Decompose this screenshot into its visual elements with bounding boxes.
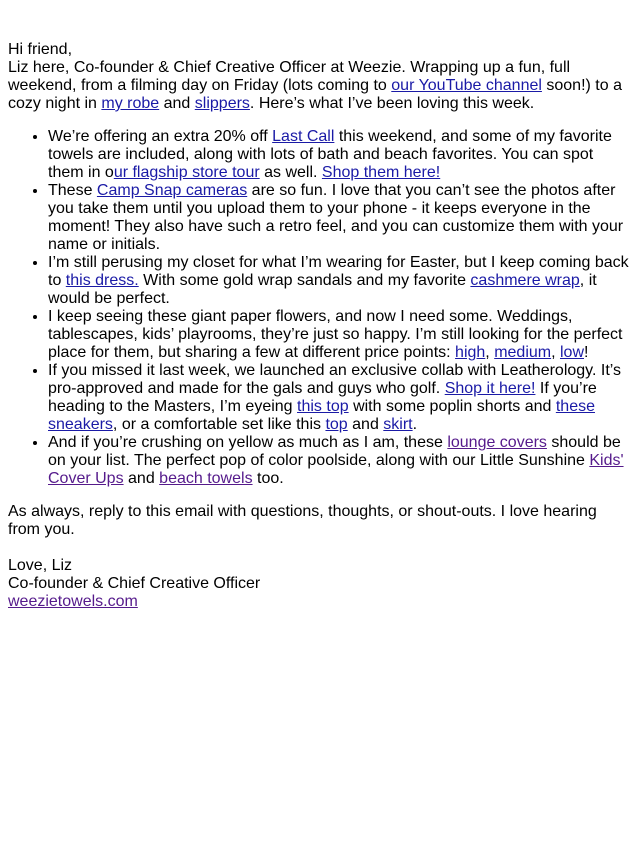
intro-text: soon!) to a cozy night in (8, 77, 622, 112)
low-link[interactable]: low (559, 344, 584, 361)
intro-text: and (159, 95, 195, 112)
item-text: and (123, 470, 160, 487)
signature-website (8, 593, 632, 611)
intro-text: . Here’s what I’ve been loving this week. (249, 95, 535, 112)
item-text: too. (252, 470, 284, 487)
intro-paragraph (8, 59, 632, 113)
item-text: . (412, 416, 418, 433)
youtube-channel-link[interactable]: our YouTube channel (391, 77, 542, 94)
closing-paragraph: As always, reply to this email with questions, thoughts, or shout-outs. I love hearing from you. (8, 503, 597, 538)
list-item-leatherology (48, 362, 632, 434)
top-link[interactable]: top (325, 416, 348, 433)
item-text: this weekend, and some of my favorite towels are included, along with lots of bath and beach favorites. You can spot them in o (48, 128, 612, 181)
website-link[interactable]: weezietowels.com (8, 593, 138, 610)
item-text: as well. (259, 164, 322, 181)
sneakers-link[interactable]: these sneakers (48, 398, 595, 433)
slippers-link[interactable]: slippers (194, 95, 250, 112)
store-tour-link[interactable]: ur flagship store tour (113, 164, 260, 181)
item-text: , it would be perfect. (48, 272, 597, 307)
item-text: , (485, 344, 495, 361)
item-text: , (551, 344, 560, 361)
cashmere-wrap-link[interactable]: cashmere wrap (470, 272, 580, 289)
list-item-paper-flowers (48, 308, 632, 362)
item-text: If you’re heading to the Masters, I’m eyeing (48, 380, 597, 415)
item-text: If you missed it last week, we launched an exclusive collab with Leatherology. It’s pro-approved and made for the gals and guys who golf. (48, 362, 622, 397)
this-top-link[interactable]: this top (297, 398, 349, 415)
shop-it-link[interactable]: Shop it here! (444, 380, 536, 397)
item-text: I’m still perusing my closet for what I’m wearing for Easter, but I keep coming back to (48, 254, 629, 289)
highlights-list (8, 128, 632, 488)
medium-link[interactable]: medium (494, 344, 552, 361)
item-text: With some gold wrap sandals and my favorite (138, 272, 471, 289)
signoff: Love, Liz (8, 557, 73, 574)
intro-text: Liz here, Co-founder & Chief Creative Officer at Weezie. Wrapping up a fun, full weekend, from a filming day on Friday (lots coming to (8, 59, 571, 94)
beach-towels-link[interactable]: beach towels (159, 470, 253, 487)
list-item-camp-snap (48, 182, 632, 254)
item-text: I keep seeing these giant paper flowers, and now I need some. Weddings, tablescapes, kids’ playrooms, they’re just so happy. I’m still looking for the perfect place for them, but sharing a few at different price points: (48, 308, 623, 361)
camp-snap-link[interactable]: Camp Snap cameras (96, 182, 248, 199)
item-text: These (48, 182, 97, 199)
skirt-link[interactable]: skirt (383, 416, 413, 433)
last-call-link[interactable]: Last Call (272, 128, 335, 145)
item-text: are so fun. I love that you can’t see the photos after you take them until you upload them to your phone - it keeps everyone in the moment! They also have such a retro feel, and you can customize them with your name or initials. (48, 182, 624, 253)
item-text: ! (584, 344, 589, 361)
item-text: and (347, 416, 384, 433)
greeting: Hi friend, (8, 41, 73, 58)
kids-cover-ups-link[interactable]: Kids' Cover Ups (48, 452, 624, 487)
dress-link[interactable]: this dress. (65, 272, 139, 289)
list-item-easter (48, 254, 632, 308)
high-link[interactable]: high (455, 344, 486, 361)
item-text: And if you’re crushing on yellow as much as I am, these (48, 434, 448, 451)
item-text: We’re offering an extra 20% off (48, 128, 273, 145)
item-text: , or a comfortable set like this (112, 416, 326, 433)
list-item-yellow (48, 434, 632, 488)
list-item-last-call (48, 128, 632, 182)
lounge-covers-link[interactable]: lounge covers (447, 434, 547, 451)
robe-link[interactable]: my robe (101, 95, 160, 112)
item-text: with some poplin shorts and (348, 398, 556, 415)
shop-them-link[interactable]: Shop them here! (321, 164, 441, 181)
spacer (8, 539, 632, 557)
item-text: should be on your list. The perfect pop of color poolside, along with our Little Sunshine (48, 434, 621, 469)
signature-title: Co-founder & Chief Creative Officer (8, 575, 261, 592)
